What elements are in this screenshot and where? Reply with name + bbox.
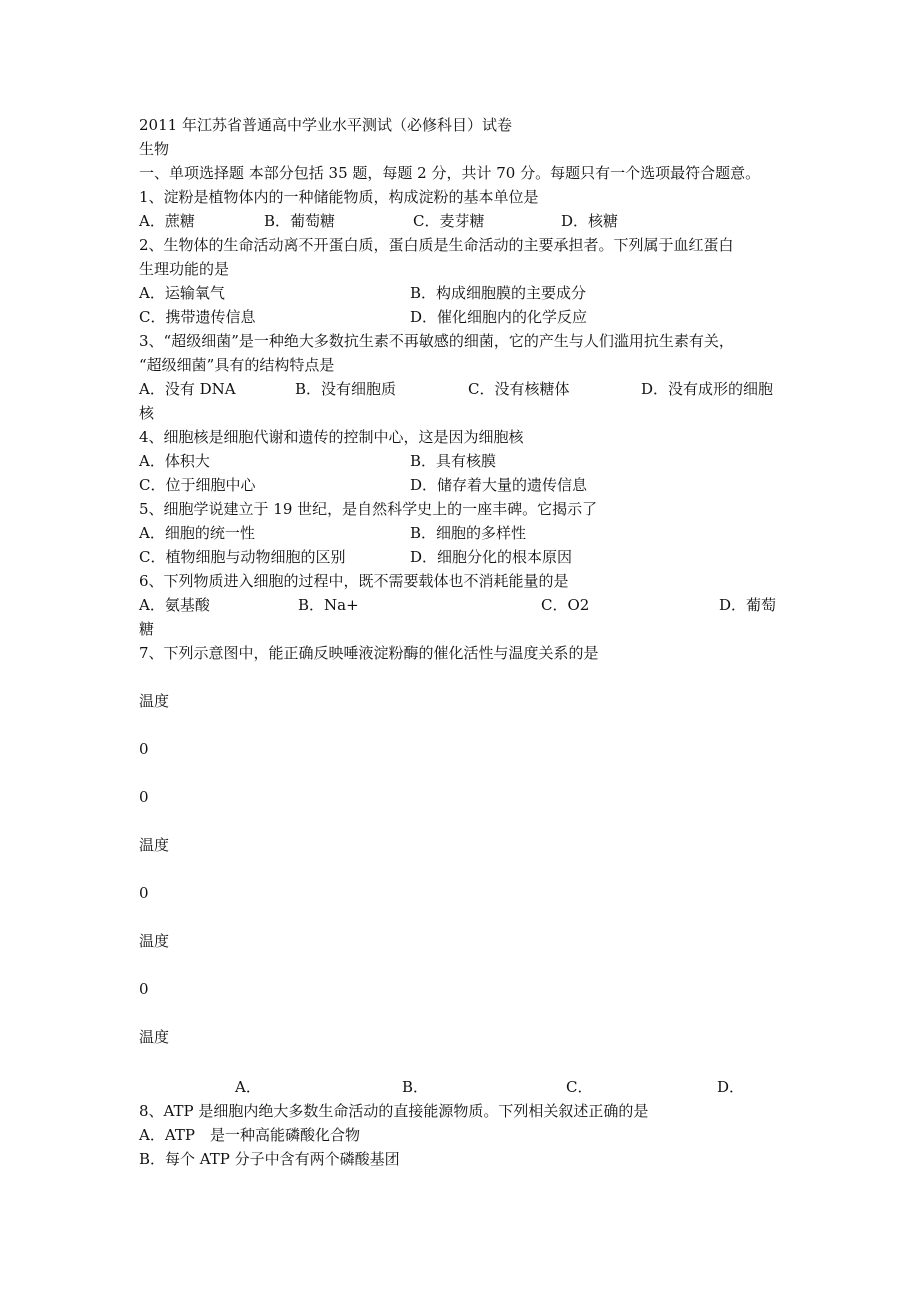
q7-option-a: A． [235,1078,261,1096]
q7-graph-label: 温度 [139,836,170,854]
q7-option-d: D． [717,1078,745,1096]
q7-graph-label: 0 [139,980,149,998]
q7-stem: 7、下列示意图中，能正确反映唾液淀粉酶的催化活性与温度关系的是 [139,644,599,662]
q2-option-d: D．催化细胞内的化学反应 [410,308,588,326]
q2-option-c: C．携带遗传信息 [139,308,256,326]
section-heading: 一、单项选择题 本部分包括 35 题，每题 2 分，共计 70 分。每题只有一个选项最符合题意。 [139,164,761,182]
q2-option-b: B．构成细胞膜的主要成分 [410,284,587,302]
q5-option-a: A．细胞的统一性 [139,524,255,542]
q1-option-d: D．核糖 [561,212,619,230]
q7-option-c: C． [566,1078,593,1096]
q2-option-a: A．运输氧气 [139,284,225,302]
q8-option-b: B．每个 ATP 分子中含有两个磷酸基团 [139,1150,400,1168]
q3-option-c: C．没有核糖体 [468,380,570,398]
q6-option-d-wrap: 糖 [139,620,155,638]
q1-option-b: B．葡萄糖 [264,212,336,230]
q4-option-c: C．位于细胞中心 [139,476,256,494]
q3-option-a: A．没有 DNA [139,380,236,398]
q8-option-a: A．ATP 是一种高能磷酸化合物 [139,1126,360,1144]
q3-option-d-wrap: 核 [139,404,155,422]
q4-stem: 4、细胞核是细胞代谢和遗传的控制中心，这是因为细胞核 [139,428,524,446]
q7-graph-label: 0 [139,740,149,758]
q1-stem: 1、淀粉是植物体内的一种储能物质，构成淀粉的基本单位是 [139,188,539,206]
q3-stem-line1: 3、“超级细菌”是一种绝大多数抗生素不再敏感的细菌，它的产生与人们滥用抗生素有关， [139,332,734,350]
q7-graph-label: 温度 [139,692,170,710]
exam-title: 2011 年江苏省普通高中学业水平测试（必修科目）试卷 [139,116,512,134]
q7-graph-label: 0 [139,788,149,806]
q8-stem: 8、ATP 是细胞内绝大多数生命活动的直接能源物质。下列相关叙述正确的是 [139,1102,649,1120]
q3-option-d: D．没有成形的细胞 [641,380,774,398]
q5-option-b: B．细胞的多样性 [410,524,527,542]
q5-stem: 5、细胞学说建立于 19 世纪，是自然科学史上的一座丰碑。它揭示了 [139,500,598,518]
q6-option-c: C．O2 [541,596,590,614]
q4-option-b: B．具有核膜 [410,452,497,470]
q7-option-b: B． [402,1078,429,1096]
q6-option-b: B．Na+ [298,596,359,614]
q3-option-b: B．没有细胞质 [295,380,397,398]
q1-option-a: A．蔗糖 [139,212,195,230]
subject-label: 生物 [139,140,170,158]
q6-option-a: A．氨基酸 [139,596,210,614]
q4-option-d: D．储存着大量的遗传信息 [410,476,588,494]
q6-stem: 6、下列物质进入细胞的过程中，既不需要载体也不消耗能量的是 [139,572,569,590]
q2-stem-line1: 2、生物体的生命活动离不开蛋白质，蛋白质是生命活动的主要承担者。下列属于血红蛋白 [139,236,734,254]
q7-graph-label: 温度 [139,932,170,950]
q6-option-d: D．葡萄 [719,596,777,614]
q4-option-a: A．体积大 [139,452,210,470]
q5-option-d: D．细胞分化的根本原因 [410,548,573,566]
q7-graph-label: 温度 [139,1028,170,1046]
q3-stem-line2: “超级细菌”具有的结构特点是 [139,356,335,374]
q7-graph-label: 0 [139,884,149,902]
q5-option-c: C．植物细胞与动物细胞的区别 [139,548,346,566]
q1-option-c: C．麦芽糖 [413,212,485,230]
q2-stem-line2: 生理功能的是 [139,260,230,278]
